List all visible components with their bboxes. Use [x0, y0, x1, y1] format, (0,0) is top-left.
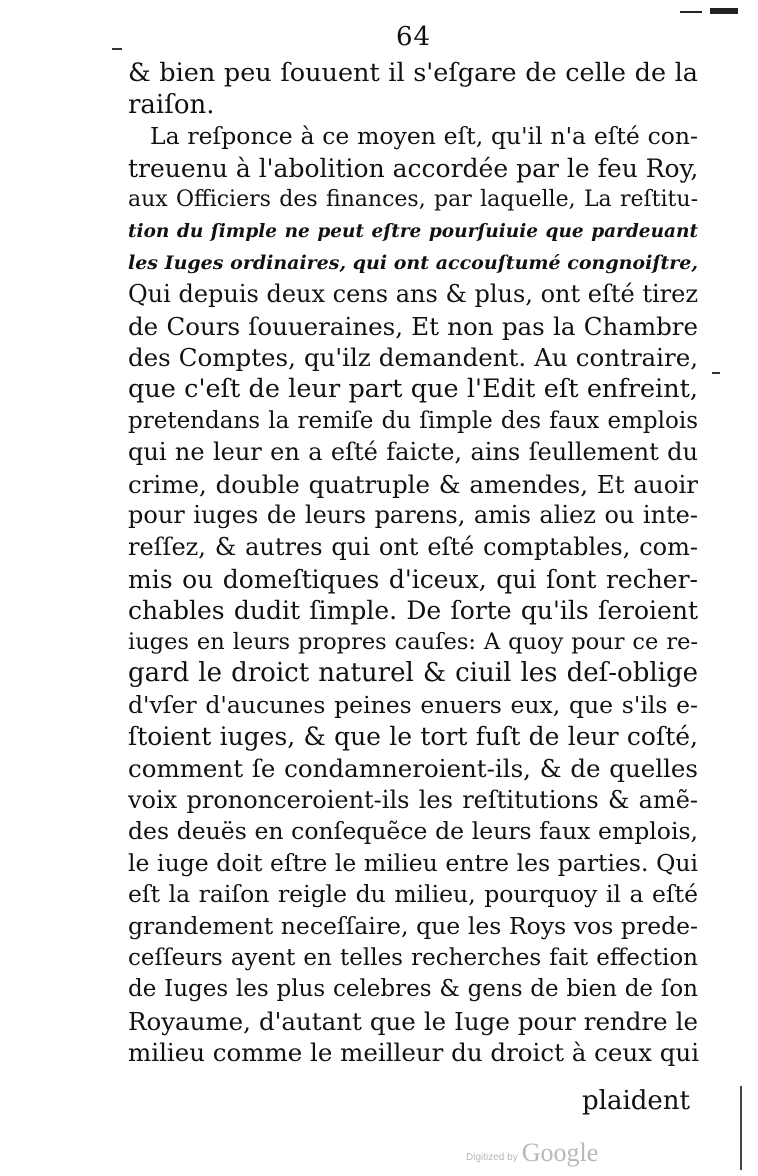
- text-line: pour iuges de leurs parens, amis aliez ou inte-: [128, 501, 698, 530]
- text-line: qui ne leur en a eſté faicte, ains ſeullement du: [128, 438, 698, 467]
- page-edge: [740, 1086, 742, 1170]
- text-line-italic: tion du ſimple ne peut eſtre pourſuiuie que pardeuant: [128, 220, 698, 242]
- margin-dash: [712, 372, 720, 374]
- text-line: treuenu à l'abolition accordée par le feu Roy,: [128, 153, 699, 183]
- text-line: Royaume, d'autant que le Iuge pour rendre le: [128, 1006, 698, 1036]
- text-line: des deuës en conſequẽce de leurs faux emplois,: [128, 817, 698, 846]
- text-line: le iuge doit eſtre le milieu entre les parties. Qui: [128, 848, 698, 877]
- text-line: d'vſer d'aucunes peines enuers eux, que s'ils e-: [128, 690, 698, 719]
- catchword: plaident: [582, 1086, 690, 1116]
- text-line: ſtoient iuges, & que le tort fuſt de leur coſté,: [128, 722, 698, 752]
- text-line: pretendans la remiſe du ſimple des faux emplois: [128, 407, 698, 434]
- text-line: comment ſe condamneroient-ils, & de quelles: [128, 754, 698, 784]
- watermark-logo: Google: [521, 1138, 599, 1167]
- text-line: mis ou domeſtiques d'iceux, qui ſont recher-: [128, 564, 698, 594]
- watermark-prefix: Digitized by: [466, 1151, 518, 1163]
- text-line-italic: les Iuges ordinaires, qui ont accouſtumé congnoiſtre,: [128, 251, 698, 274]
- text-line: aux Officiers des finances, par laquelle, La reſtitu-: [128, 187, 698, 213]
- text-line: ceſſeurs ayent en telles recherches fait effection: [128, 944, 698, 971]
- text-line: que c'eſt de leur part que l'Edit eſt enfreint,: [128, 373, 698, 404]
- text-line: chables dudit ſimple. De ſorte qu'ils ſeroient: [128, 596, 698, 626]
- watermark: [466, 1138, 598, 1168]
- text-line: milieu comme le meilleur du droict à ceux qui: [128, 1038, 700, 1068]
- text-line: reſſez, & autres qui ont eſté comptables, com-: [128, 532, 698, 561]
- text-line: voix prononceroient-ils les reſtitutions & amẽ-: [128, 785, 698, 814]
- text-line: Qui depuis deux cens ans & plus, ont eſté tirez: [128, 280, 698, 309]
- text-line: eſt la raiſon reigle du milieu, pourquoy il a eſté: [128, 880, 698, 909]
- text-line: des Comptes, qu'ilz demandent. Au contraire,: [128, 343, 698, 373]
- text-line: gard le droict naturel & ciuil les deſ-oblige: [128, 658, 698, 689]
- text-line: & bien peu ſouuent il s'eſgare de celle de la: [128, 58, 698, 88]
- margin-dash: [112, 48, 122, 50]
- text-line: de Cours ſouueraines, Et non pas la Chambre: [128, 311, 698, 341]
- page-number: 64: [396, 22, 432, 52]
- text-line: crime, double quatruple & amendes, Et auoir: [128, 469, 698, 499]
- text-line: raiſon.: [128, 89, 215, 120]
- text-line: grandement neceſſaire, que les Roys vos prede-: [128, 912, 698, 941]
- body-text: [128, 58, 698, 1069]
- text-line: iuges en leurs propres cauſes: A quoy pour ce re-: [128, 628, 698, 655]
- text-line: La reſponce à ce moyen eſt, qu'il n'a eſté con-: [150, 122, 698, 151]
- top-corner-mark: [680, 8, 740, 16]
- text-line: de Iuges les plus celebres & gens de bien de ſon: [128, 976, 698, 1003]
